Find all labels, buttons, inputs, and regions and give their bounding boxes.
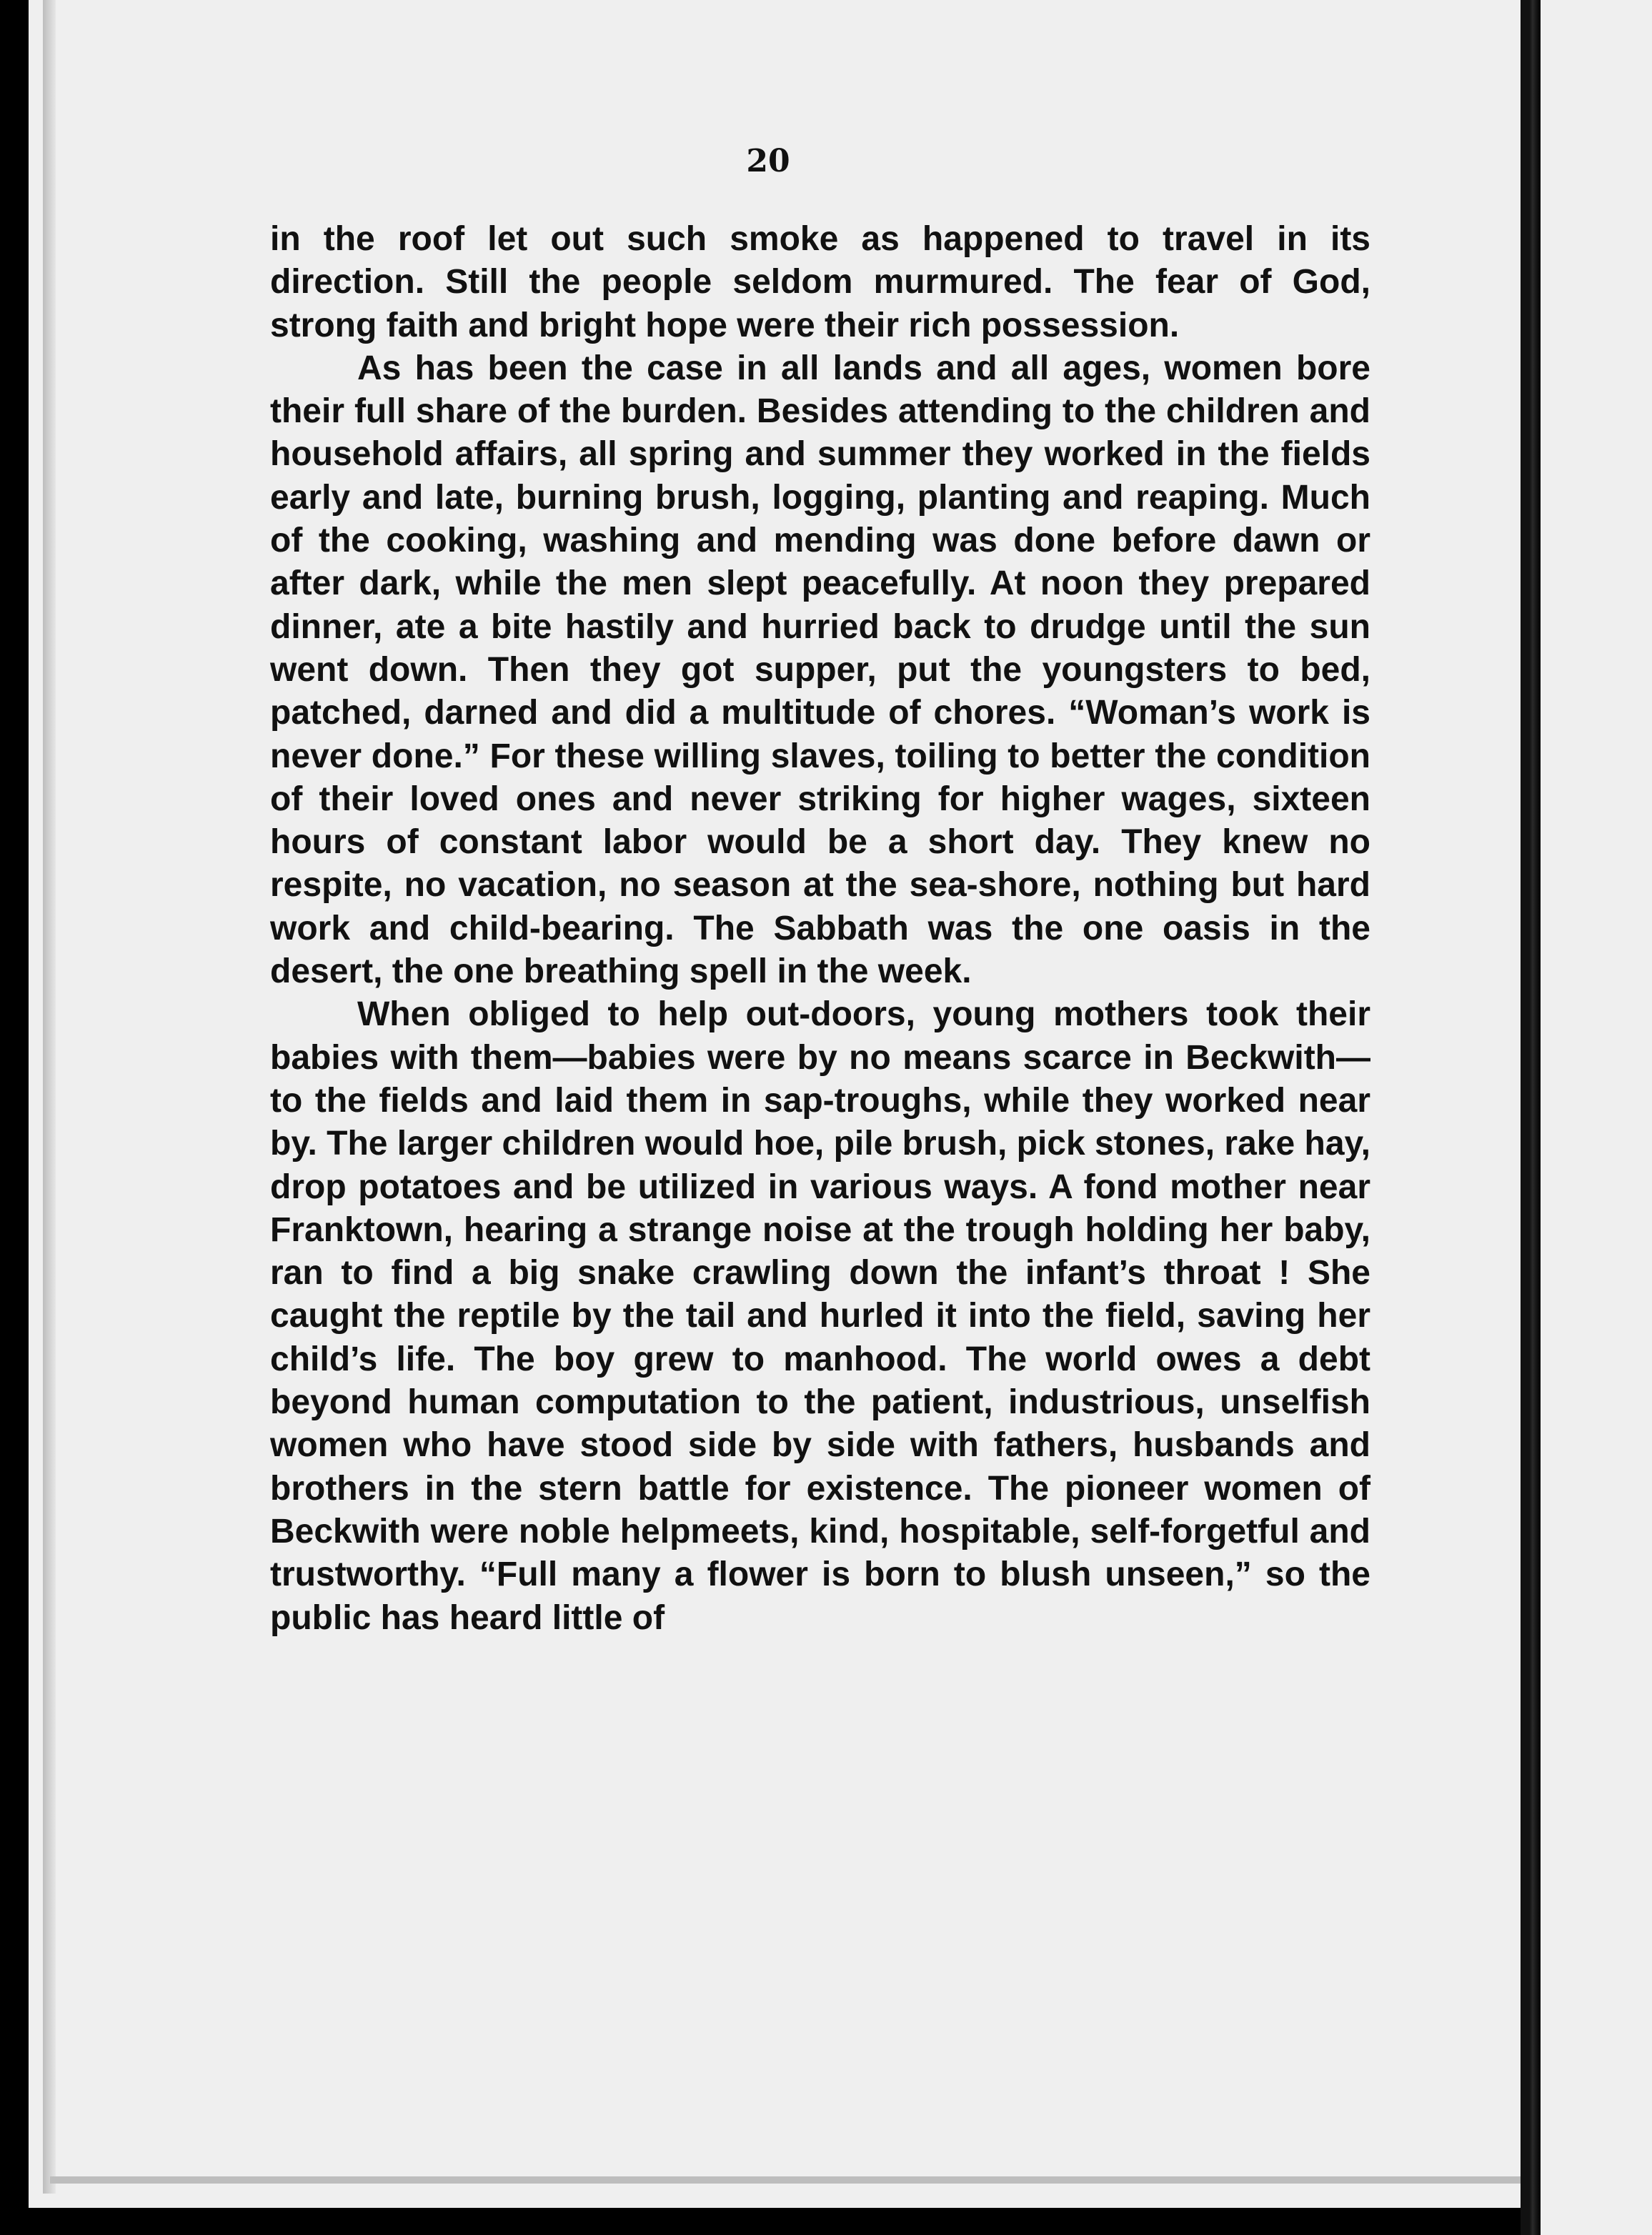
body-text: [270, 218, 1370, 1640]
page-bottom-edge: [50, 2176, 1529, 2184]
paragraph-young-mothers: When obliged to help out-doors, young mothers took their babies with them—babies were by no means scarce in Beckwith—to the fields and laid them in sap-troughs, while they worked near by. The larger children would hoe, pile brush, pick stones, rake hay, drop potatoes and be utilized in various ways. A fond mother near Franktown, hearing a strange noise at the trough holding her baby, ran to find a big snake crawling down the infant’s throat ! She caught the reptile by the tail and hurled it into the field, saving her child’s life. The boy grew to manhood. The world owes a debt beyond human computation to the patient, industrious, unselfish women who have stood side by side with fathers, husbands and brothers in the stern battle for existence. The pioneer women of Beckwith were noble helpmeets, kind, hospitable, self-forgetful and trustworthy. “Full many a flower is born to blush unseen,” so the public has heard little of: [270, 995, 1370, 1637]
paragraph-women-burden: As has been the case in all lands and all ages, women bore their full share of the burden. Besides attending to the children and household affairs, all spring and summer they worked in the fields early and late, burning brush, logging, planting and reaping. Much of the cooking, washing and mending was done before dawn or after dark, while the men slept peacefully. At noon they prepared dinner, ate a bite hastily and hurried back to drudge until the sun went down. Then they got supper, put the youngsters to bed, patched, darned and did a multitude of chores. “Woman’s work is never done.” For these willing slaves, toiling to better the condition of their loved ones and never striking for higher wages, sixteen hours of constant labor would be a short day. They knew no respite, no vacation, no season at the sea-shore, nothing but hard work and child-bearing. The Sabbath was the one oasis in the desert, the one breathing spell in the week.: [270, 349, 1370, 991]
facing-page-strip: [1536, 0, 1652, 2235]
page-number: 20: [746, 143, 790, 179]
paragraph-continuation: in the roof let out such smoke as happened to travel in its direction. Still the people seldom murmured. The fear of God, strong faith and bright hope were their rich possession.: [270, 220, 1370, 344]
book-gutter: [1521, 0, 1541, 2235]
page-edge-shadow: [43, 0, 56, 2194]
